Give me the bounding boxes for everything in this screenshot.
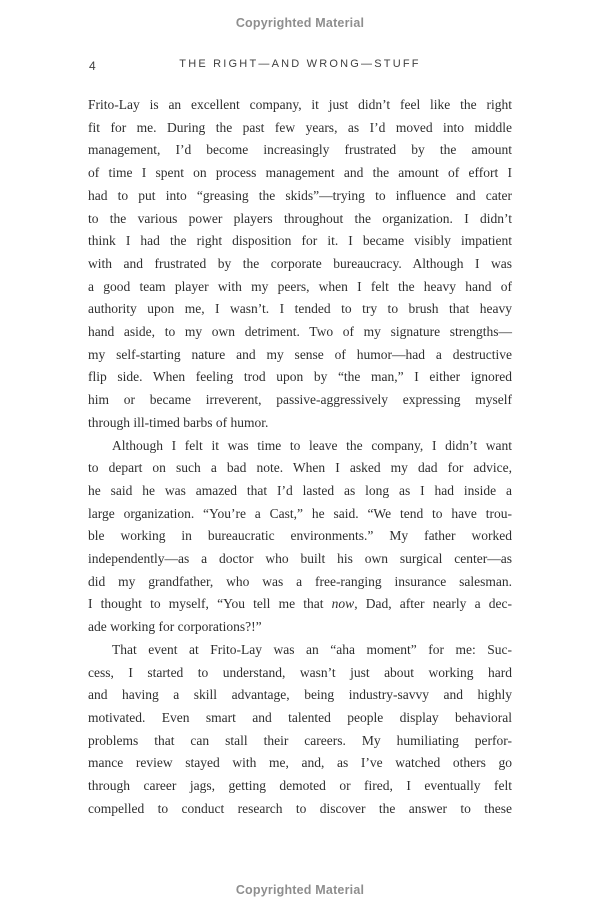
body-line: he said he was amazed that I’d lasted as long as I had inside a: [88, 482, 512, 498]
paragraph: [88, 639, 512, 821]
body-line: my self-starting nature and my sense of humor—had a destructive: [88, 346, 512, 362]
body-line: ade working for corporations?!”: [88, 619, 262, 635]
body-line: Although I felt it was time to leave the company, I didn’t want: [112, 437, 512, 453]
body-line: cess, I started to understand, wasn’t just about working hard: [88, 664, 512, 680]
body-line: think I had the right disposition for it. I became visibly impatient: [88, 233, 512, 249]
body-line: of time I spent on process management and the amount of effort I: [88, 165, 512, 181]
body-line: through career jags, getting demoted or fired, I eventually felt: [88, 778, 512, 794]
body-line: I thought to myself, “You tell me that now, Dad, after nearly a dec-: [88, 596, 512, 612]
body-line: through ill-timed barbs of humor.: [88, 414, 269, 430]
body-line: with and frustrated by the corporate bureaucracy. Although I was: [88, 255, 512, 271]
body-line: large organization. “You’re a Cast,” he said. “We tend to have trou-: [88, 505, 512, 521]
body-line: to the various power players throughout the organization. I didn’t: [88, 210, 512, 226]
body-line: compelled to conduct research to discover the answer to these: [88, 800, 512, 816]
body-line: management, I’d become increasingly frustrated by the amount: [88, 142, 512, 158]
body-line: independently—as a doctor who built his own surgical center—as: [88, 551, 512, 567]
body-line: and having a skill advantage, being industry-savvy and highly: [88, 687, 512, 703]
body-line: had to put into “greasing the skids”—trying to influence and cater: [88, 187, 512, 203]
copyright-notice-bottom: Copyrighted Material: [235, 883, 365, 897]
page-number: 4: [89, 59, 97, 73]
body-line: Frito-Lay is an excellent company, it just didn’t feel like the right: [88, 97, 512, 112]
body-line: mance review stayed with me, and, as I’ve watched others go: [88, 755, 512, 771]
body-line: him or became irreverent, passive-aggressively expressing myself: [88, 392, 512, 408]
running-header-title: THE RIGHT—AND WRONG—STUFF: [179, 58, 421, 70]
body-line: problems that can stall their careers. My humiliating perfor-: [88, 732, 512, 748]
body-line: fit for me. During the past few years, as I’d moved into middle: [88, 119, 512, 135]
page-header: [88, 58, 512, 73]
body-line: motivated. Even smart and talented people display behavioral: [88, 709, 512, 725]
body-line: flip side. When feeling trod upon by “the man,” I either ignored: [88, 369, 512, 385]
body-line: to depart on such a bad note. When I asked my dad for advice,: [88, 460, 512, 476]
body-line: authority upon me, I wasn’t. I tended to try to brush that heavy: [88, 301, 512, 317]
paragraph: [88, 94, 512, 435]
body-line: did my grandfather, who was a free-ranging insurance salesman.: [88, 573, 512, 589]
body-line: That event at Frito-Lay was an “aha moment” for me: Suc-: [112, 641, 512, 657]
copyright-notice-top: Copyrighted Material: [235, 16, 365, 30]
body-line: a good team player with my peers, when I felt the heavy hand of: [88, 278, 512, 294]
paragraph: [88, 435, 512, 639]
body-text: [88, 94, 512, 821]
body-line: hand aside, to my own detriment. Two of my signature strengths—: [88, 324, 512, 340]
body-line: ble working in bureaucratic environments.” My father worked: [88, 528, 512, 544]
